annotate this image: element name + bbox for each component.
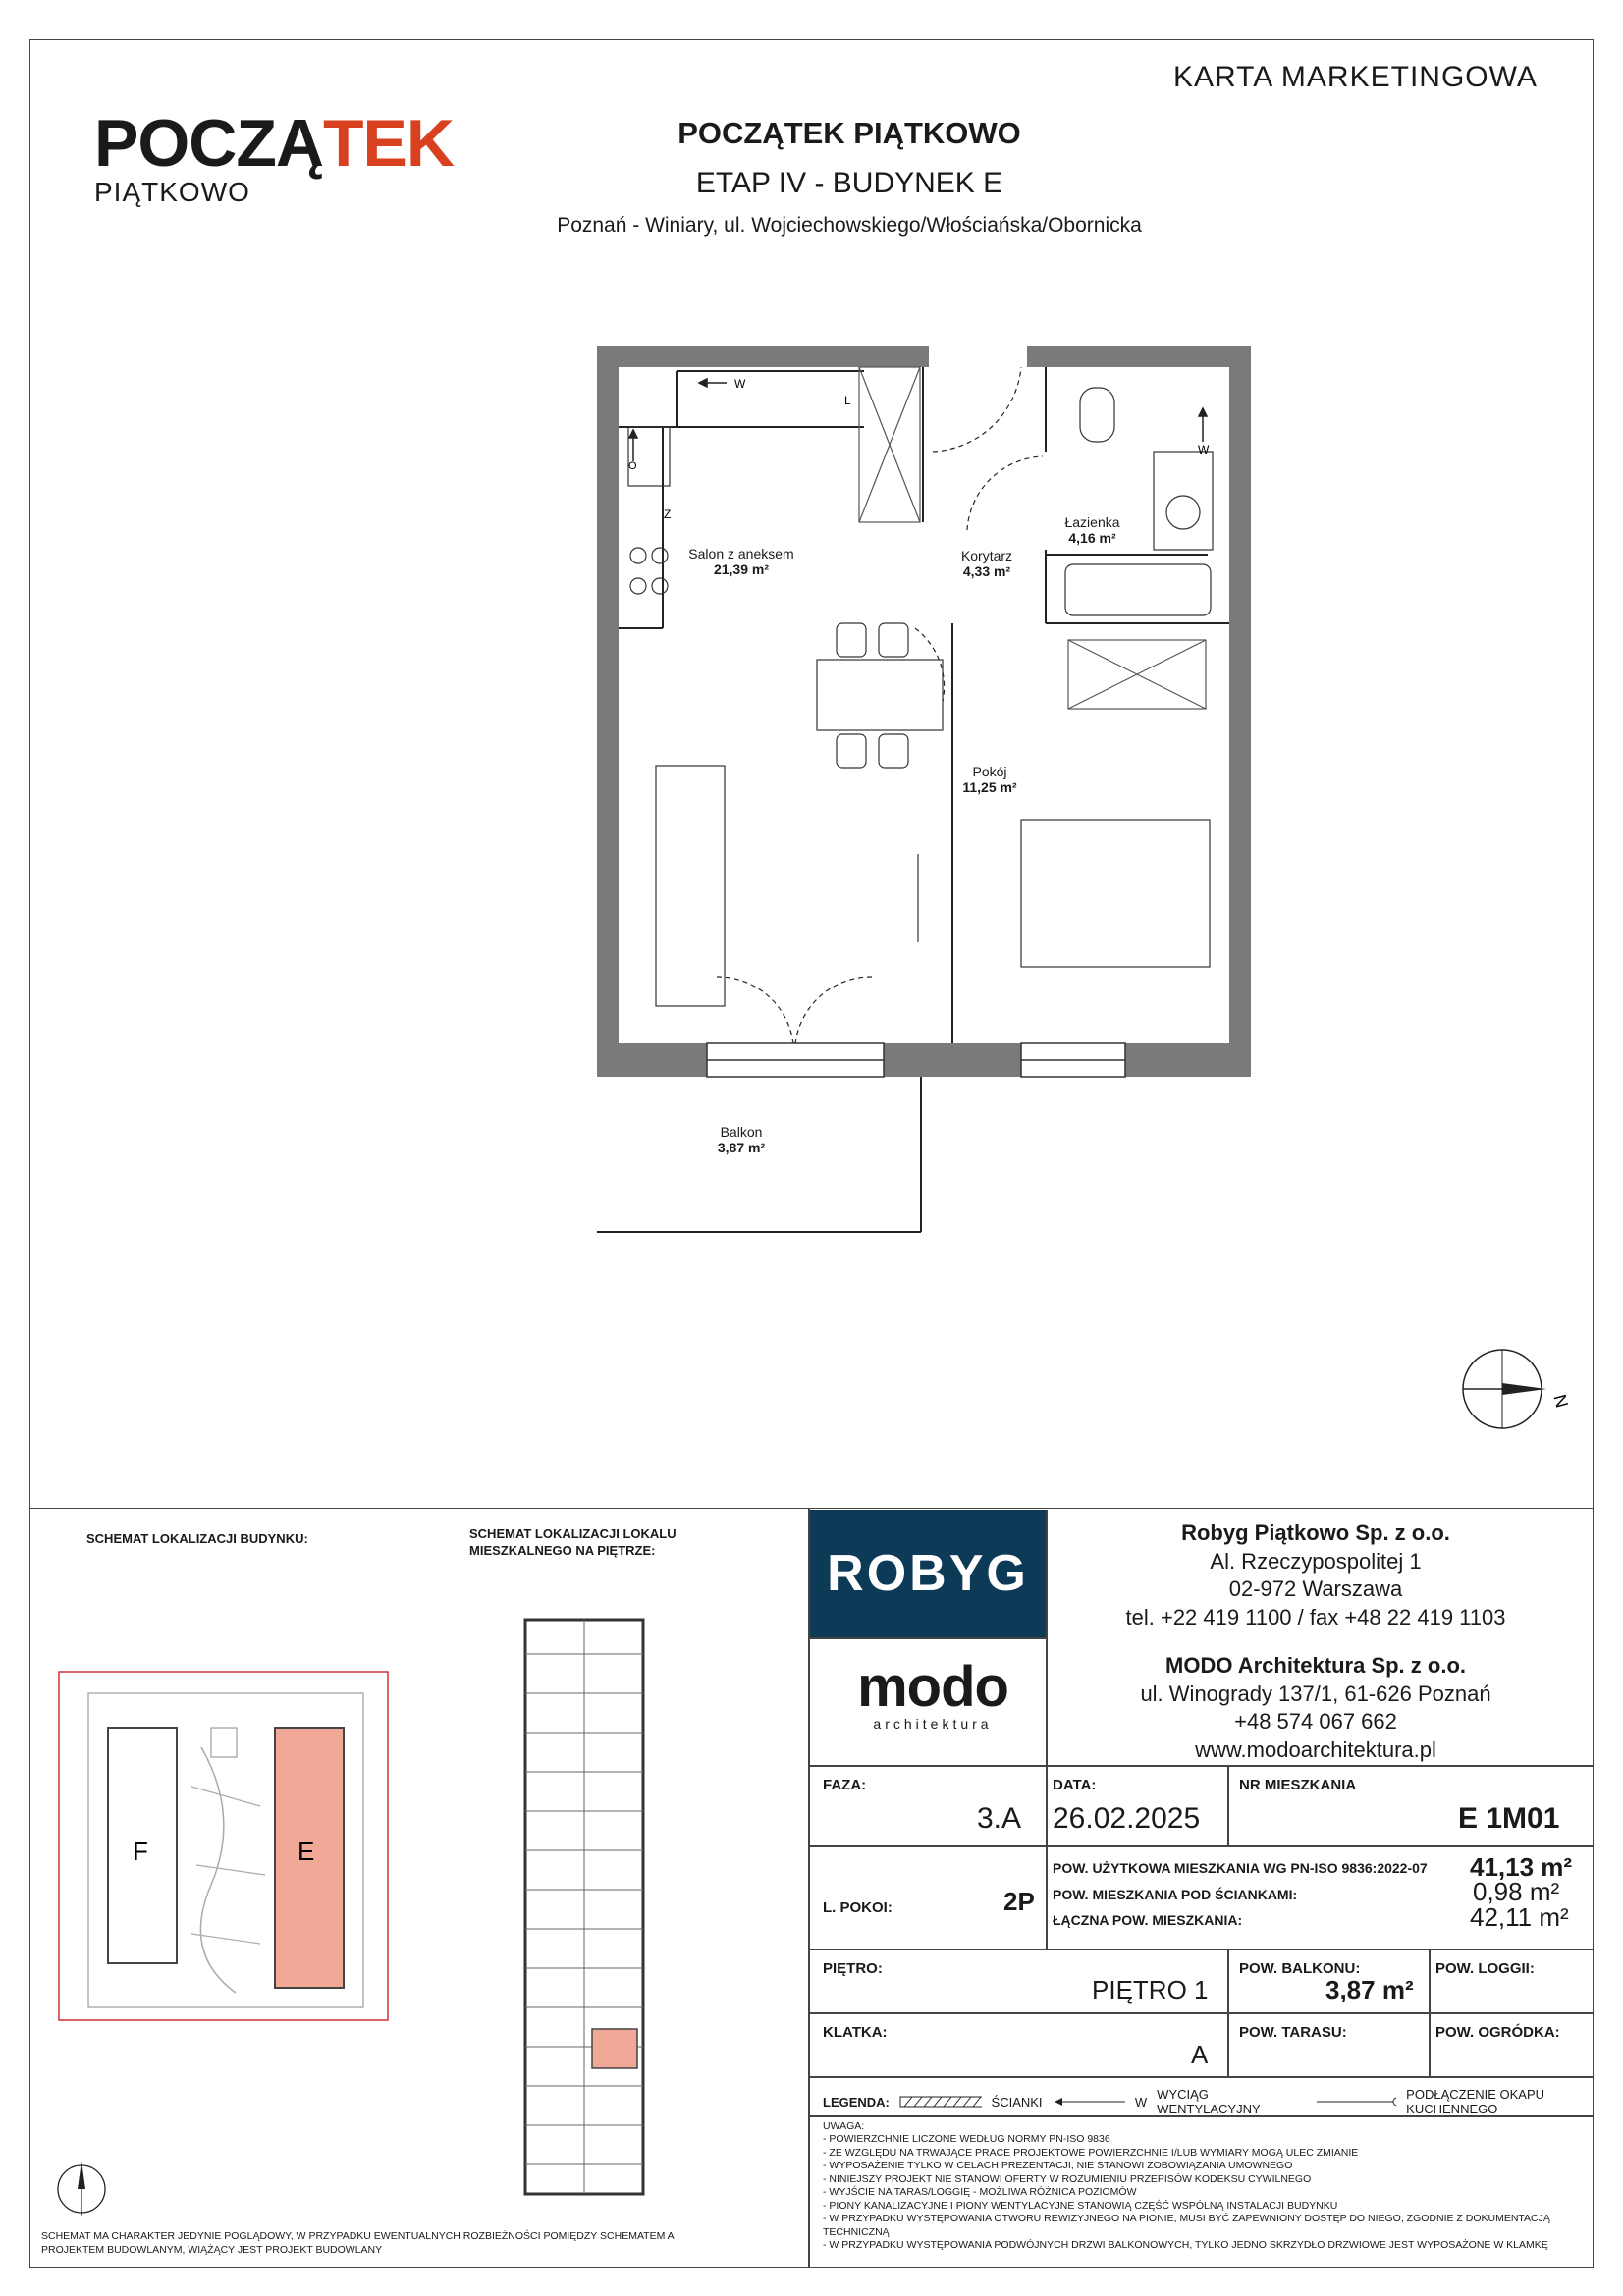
note-item: UWAGA: bbox=[823, 2120, 865, 2132]
modo-contact bbox=[1080, 1652, 1551, 1764]
schema-disclaimer: SCHEMAT MA CHARAKTER JEDYNIE POGLĄDOWY, W PRZYPADKU EWENTUALNYCH ROZBIEŻNOŚCI POMIĘDZY SCHEMATEM A PROJEKTEM BUDOWLANYM, WIĄŻĄCY JEST PROJEKT BUDOWLANY bbox=[41, 2230, 675, 2256]
document-type: KARTA MARKETINGOWA bbox=[1173, 61, 1538, 93]
site-compass-icon bbox=[47, 2155, 116, 2223]
faza-value: 3.A bbox=[977, 1802, 1022, 1835]
wall-right-upper bbox=[1229, 346, 1251, 915]
project-title: POCZĄTEK PIĄTKOWO bbox=[677, 116, 1021, 150]
room-area-pokoj: 11,25 m² bbox=[962, 779, 1017, 796]
note-item: - POWIERZCHNIE LICZONE WEDŁUG NORMY PN-ISO 9836 bbox=[823, 2133, 1110, 2146]
room-name-korytarz: Korytarz bbox=[960, 548, 1013, 563]
robyg-phone: tel. +22 419 1100 / fax +48 22 419 1103 bbox=[1125, 1604, 1506, 1629]
robyg-contact bbox=[1080, 1520, 1551, 1631]
hood-connection-icon bbox=[1315, 2095, 1397, 2109]
room-door-swing bbox=[915, 628, 945, 702]
vent-mark-1: W bbox=[734, 377, 746, 391]
under-walls-area-label: POW. MIESZKANIA POD ŚCIANKAMI: bbox=[1053, 1887, 1298, 1902]
room-area-salon: 21,39 m² bbox=[713, 561, 770, 578]
rooms-value: 2P bbox=[1003, 1887, 1035, 1916]
legend-vent: WYCIĄG WENTYLACYJNY bbox=[1157, 2087, 1261, 2116]
room-name-pokoj: Pokój bbox=[972, 764, 1007, 779]
bottom-separator bbox=[29, 1508, 1594, 1509]
notes bbox=[823, 2120, 1579, 2252]
robyg-address-1: Al. Rzeczypospolitej 1 bbox=[1210, 1548, 1422, 1574]
room-label-lazienka bbox=[1051, 514, 1134, 546]
data-value: 26.02.2025 bbox=[1053, 1802, 1201, 1835]
robyg-name: Robyg Piątkowo Sp. z o.o. bbox=[1181, 1521, 1450, 1545]
project-address: Poznań - Winiary, ul. Wojciechowskiego/Włościańska/Obornicka bbox=[557, 214, 1142, 237]
room-area-balkon: 3,87 m² bbox=[717, 1140, 766, 1156]
staircase-label: KLATKA: bbox=[823, 2024, 888, 2041]
wall-bottom-right bbox=[1125, 1043, 1251, 1077]
legend-title: LEGENDA: bbox=[823, 2094, 890, 2109]
room-area-lazienka: 4,16 m² bbox=[1068, 530, 1116, 547]
kitchen-mark-l: L bbox=[844, 394, 851, 407]
grid-h-3 bbox=[810, 1949, 1594, 1950]
floor-label: PIĘTRO: bbox=[823, 1960, 883, 1977]
logo-column-separator bbox=[1046, 1510, 1048, 1765]
vent-arrow-icon bbox=[1053, 2095, 1125, 2109]
balcony-door-swing-left bbox=[717, 977, 793, 1043]
unit-floor-schema bbox=[511, 1615, 668, 2199]
logo-row-separator bbox=[810, 1637, 1046, 1639]
wall-bottom-left bbox=[597, 1043, 707, 1077]
floor-plan bbox=[589, 334, 1257, 1256]
wall-left bbox=[597, 346, 619, 1077]
hood-mark-o: O bbox=[628, 460, 637, 472]
logo-word-part-a: POCZĄ bbox=[94, 106, 323, 181]
north-letter: N bbox=[1549, 1392, 1573, 1411]
grid-v-2 bbox=[1227, 1765, 1229, 1845]
terrace-area-label: POW. TARASU: bbox=[1239, 2024, 1347, 2041]
balcony-door-swing-right bbox=[795, 977, 872, 1043]
staircase-value: A bbox=[1191, 2040, 1209, 2069]
wall-top-left bbox=[597, 346, 929, 367]
balcony-area-value: 3,87 m² bbox=[1325, 1975, 1414, 2004]
legend bbox=[823, 2087, 1623, 2116]
sofa bbox=[656, 766, 725, 1006]
room-area-korytarz: 4,33 m² bbox=[962, 563, 1011, 580]
room-label-korytarz bbox=[947, 548, 1026, 579]
building-site-schema bbox=[54, 1669, 393, 2027]
brand-logo bbox=[94, 106, 454, 208]
legend-hood: PODŁĄCZENIE OKAPU KUCHENNEGO bbox=[1406, 2087, 1545, 2116]
building-schema-title: SCHEMAT LOKALIZACJI BUDYNKU: bbox=[86, 1531, 308, 1546]
room-label-salon bbox=[677, 546, 805, 577]
grid-v-3 bbox=[1227, 1949, 1229, 2076]
note-item: - NINIEJSZY PROJEKT NIE STANOWI OFERTY W ROZUMIENIU PRZEPISÓW KODEKSU CYWILNEGO bbox=[823, 2172, 1312, 2185]
under-walls-area-value: 0,98 m² bbox=[1473, 1877, 1560, 1906]
modo-phone: +48 574 067 662 bbox=[1234, 1709, 1397, 1735]
modo-website: www.modoarchitektura.pl bbox=[1195, 1736, 1436, 1762]
unit-schema-title bbox=[469, 1526, 676, 1560]
faza-label: FAZA: bbox=[823, 1777, 867, 1793]
floor-value: PIĘTRO 1 bbox=[1092, 1975, 1209, 2004]
grid-v-1 bbox=[1046, 1765, 1048, 1949]
unit-schema-title-line2: MIESZKALNEGO NA PIĘTRZE: bbox=[469, 1542, 656, 1558]
grid-v-4 bbox=[1429, 1949, 1431, 2076]
balcony-area-label: POW. BALKONU: bbox=[1239, 1960, 1361, 1977]
building-f-label: F bbox=[133, 1837, 148, 1866]
project-stage: ETAP IV - BUDYNEK E bbox=[695, 167, 1003, 199]
legend-vent-mark: W bbox=[1134, 2094, 1148, 2109]
note-item: - WYJŚCIE NA TARAS/LOGGIĘ - MOŻLIWA RÓŻNICA POZIOMÓW bbox=[823, 2186, 1137, 2199]
usable-area-label: POW. UŻYTKOWA MIESZKANIA WG PN-ISO 9836:2022-07 bbox=[1053, 1860, 1428, 1876]
room-label-pokoj bbox=[950, 764, 1029, 795]
vent-mark-2: W bbox=[1198, 443, 1210, 456]
grid-h-5 bbox=[810, 2076, 1594, 2078]
wall-hatch-icon bbox=[899, 2095, 982, 2109]
entrance-door-swing bbox=[933, 367, 1021, 452]
toilet bbox=[1080, 388, 1114, 442]
robyg-logo: ROBYG bbox=[810, 1510, 1046, 1637]
unit-number-value: E 1M01 bbox=[1458, 1802, 1560, 1835]
unit-schema-title-line1: SCHEMAT LOKALIZACJI LOKALU bbox=[469, 1526, 676, 1541]
logo-subtitle: PIĄTKOWO bbox=[94, 177, 250, 207]
dining-table bbox=[817, 660, 943, 730]
modo-logo-sub: architektura bbox=[873, 1716, 993, 1732]
room-name-salon: Salon z aneksem bbox=[688, 546, 794, 561]
building-e-label: E bbox=[298, 1837, 315, 1866]
note-item: - ZE WZGLĘDU NA TRWAJĄCE PRACE PROJEKTOWE POWIERZCHNIE I/LUB WYMIARY MOGĄ ULEC ZMIANIE bbox=[823, 2146, 1359, 2159]
legend-walls: ŚCIANKI bbox=[991, 2094, 1043, 2109]
rooms-label: L. POKOI: bbox=[823, 1899, 893, 1916]
total-area-label: ŁĄCZNA POW. MIESZKANIA: bbox=[1053, 1912, 1243, 1928]
grid-h-1 bbox=[810, 1765, 1594, 1767]
bed bbox=[1021, 820, 1210, 967]
note-item: - W PRZYPADKU WYSTĘPOWANIA OTWORU REWIZYJNEGO NA PIONIE, MUSI BYĆ ZAPEWNIONY DOSTĘP DO NIEGO, ZGODNIE Z DOKUMENTACJĄ TECHNICZNĄ bbox=[823, 2213, 1550, 2238]
bathtub bbox=[1065, 564, 1211, 615]
total-area-value: 42,11 m² bbox=[1470, 1902, 1569, 1932]
modo-logo bbox=[835, 1655, 1031, 1732]
room-name-balkon: Balkon bbox=[720, 1124, 763, 1140]
data-label: DATA: bbox=[1053, 1777, 1097, 1793]
wall-top-right bbox=[1027, 346, 1251, 367]
wall-bottom-mid bbox=[884, 1043, 1021, 1077]
usable-area-value: 41,13 m² bbox=[1470, 1852, 1573, 1882]
modo-logo-word: modo bbox=[857, 1655, 1008, 1719]
note-item: - WYPOSAŻENIE TYLKO W CELACH PREZENTACJI, NIE STANOWI ZOBOWIĄZANIA UMOWNEGO bbox=[823, 2160, 1293, 2172]
room-label-balkon bbox=[702, 1124, 781, 1155]
modo-name: MODO Architektura Sp. z o.o. bbox=[1165, 1653, 1466, 1678]
garden-area-label: POW. OGRÓDKA: bbox=[1435, 2024, 1560, 2041]
loggia-area-label: POW. LOGGII: bbox=[1435, 1960, 1535, 1977]
washbasin-unit bbox=[1154, 452, 1213, 550]
highlighted-unit bbox=[592, 2029, 637, 2068]
robyg-address-2: 02-972 Warszawa bbox=[1228, 1576, 1403, 1602]
modo-address: ul. Winogrady 137/1, 61-626 Poznań bbox=[1140, 1681, 1491, 1706]
logo-word-part-b: TEK bbox=[323, 106, 454, 181]
north-compass-icon bbox=[1443, 1340, 1581, 1448]
note-item: - W PRZYPADKU WYSTĘPOWANIA PODWÓJNYCH DRZWI BALKONOWYCH, TYLKO JEDNO SKRZYDŁO DRZWIOWE JEST WYPOSAŻONE W KLAMKĘ bbox=[823, 2238, 1548, 2251]
unit-number-label: NR MIESZKANIA bbox=[1239, 1777, 1357, 1793]
room-name-lazienka: Łazienka bbox=[1064, 514, 1120, 530]
kitchen-mark-z: Z bbox=[664, 507, 672, 521]
grid-h-2 bbox=[810, 1845, 1594, 1847]
grid-h-4 bbox=[810, 2012, 1594, 2014]
bathroom-door-swing bbox=[967, 456, 1043, 530]
note-item: - PIONY KANALIZACYJNE I PIONY WENTYLACYJNE STANOWIĄ CZĘŚĆ WSPÓLNĄ INSTALACJI BUDYNKU bbox=[823, 2199, 1338, 2212]
